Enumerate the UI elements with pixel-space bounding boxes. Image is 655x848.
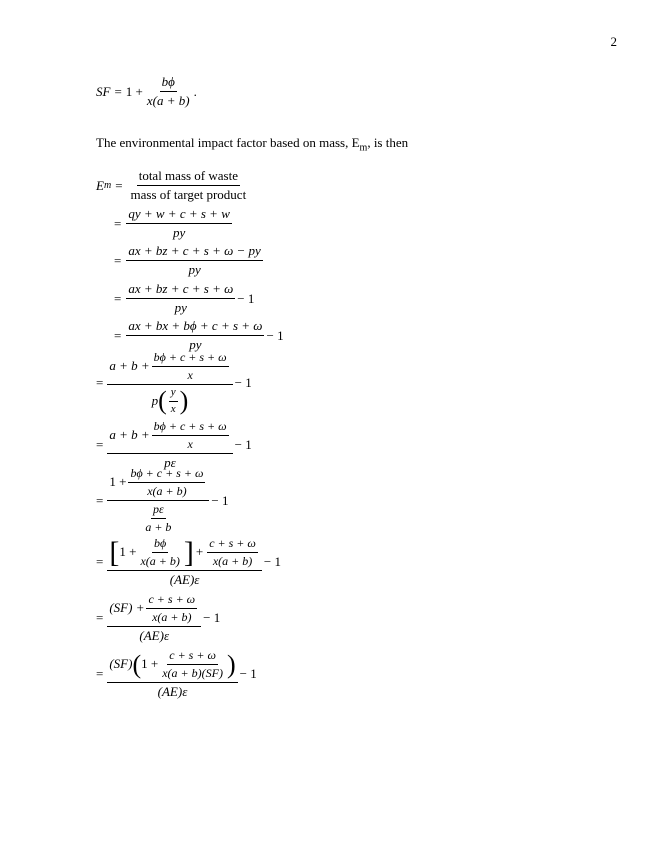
one-plus: 1 + xyxy=(109,474,127,490)
inner-numerator: bϕ + c + s + ω xyxy=(152,419,229,436)
a-plus-b: a + b xyxy=(145,520,172,534)
minus-one: − 1 xyxy=(237,290,255,306)
fraction-numerator: bϕ xyxy=(160,74,177,92)
em-step-8 xyxy=(96,466,229,535)
fraction-numerator xyxy=(107,350,232,385)
em-step-1 xyxy=(96,168,250,204)
one-plus: 1 + xyxy=(141,656,159,672)
step-6-fraction xyxy=(107,350,232,417)
fraction-numerator xyxy=(107,419,232,454)
fraction-numerator: total mass of waste xyxy=(137,168,240,186)
fraction-numerator: ax + bx + bϕ + c + s + ω xyxy=(126,318,264,336)
period: . xyxy=(193,83,197,99)
fraction-denominator: pε xyxy=(164,455,176,470)
fraction-denominator: x(a + b) xyxy=(146,93,190,109)
intro-sentence xyxy=(96,135,408,154)
inner-fraction-a xyxy=(138,536,181,569)
intro-subscript: m xyxy=(359,142,368,154)
sf-lhs: SF xyxy=(96,83,111,99)
intro-text: The environmental impact factor based on mass, E xyxy=(96,135,360,150)
inner-denominator: x(a + b) xyxy=(147,484,187,498)
left-paren: ( xyxy=(132,649,142,679)
right-bracket: ] xyxy=(183,535,194,569)
fraction-numerator xyxy=(107,466,209,501)
inner-numerator: c + s + ω xyxy=(146,592,197,609)
equals-sign: = xyxy=(96,666,104,682)
fraction-denominator: py xyxy=(188,262,201,278)
fraction-numerator: qy + w + c + s + w xyxy=(126,206,232,224)
equals-sign: = xyxy=(114,290,122,306)
step-5-fraction xyxy=(126,318,264,354)
inner-fraction-b xyxy=(207,536,258,569)
em-step-11 xyxy=(96,648,257,700)
step-2-fraction xyxy=(126,206,232,242)
inner-numerator: bϕ + c + s + ω xyxy=(128,466,205,483)
page-number: 2 xyxy=(610,34,617,49)
fraction-numerator: ax + bz + c + s + ω − py xyxy=(126,243,262,261)
step-4-fraction xyxy=(126,281,235,317)
minus-one: − 1 xyxy=(266,327,284,343)
fraction-numerator xyxy=(107,536,262,571)
em-subscript: m xyxy=(103,180,112,192)
em-step-4 xyxy=(114,281,254,317)
em-fraction xyxy=(129,168,249,204)
em-lhs: E xyxy=(96,177,104,193)
inner-numerator: bϕ + c + s + ω xyxy=(152,350,229,367)
fraction-denominator: (AE)ε xyxy=(169,572,200,587)
inner-fraction xyxy=(146,592,197,625)
sf-factor: (SF) xyxy=(109,656,133,672)
right-paren: ) xyxy=(179,386,189,416)
step-11-fraction xyxy=(107,648,237,700)
equals-sign: = xyxy=(96,554,104,570)
equals-sign: = xyxy=(114,252,122,268)
inner-numerator: c + s + ω xyxy=(207,536,258,553)
sf-plus: (SF) + xyxy=(109,600,145,616)
y-symbol: y xyxy=(169,386,178,402)
em-step-7 xyxy=(96,419,252,471)
em-step-9 xyxy=(96,536,281,588)
em-step-3 xyxy=(114,243,265,279)
x-symbol: x xyxy=(170,402,176,415)
minus-one: − 1 xyxy=(234,437,252,453)
inner-fraction xyxy=(152,350,229,383)
p-symbol: p xyxy=(151,393,159,409)
fraction-denominator xyxy=(139,501,177,535)
minus-one: − 1 xyxy=(203,610,221,626)
step-7-fraction xyxy=(107,419,232,471)
left-bracket: [ xyxy=(109,535,120,569)
one-plus: 1 + xyxy=(125,83,143,99)
inner-denominator: x(a + b)(SF) xyxy=(162,666,223,680)
minus-one: − 1 xyxy=(239,666,257,682)
em-step-10 xyxy=(96,592,220,644)
step-3-fraction xyxy=(126,243,262,279)
equals-sign: = xyxy=(114,327,122,343)
inner-denominator: x xyxy=(187,368,193,382)
step-10-fraction xyxy=(107,592,201,644)
equals-sign: = xyxy=(96,437,104,453)
equals-sign: = xyxy=(96,610,104,626)
y-over-x xyxy=(169,386,178,417)
intro-text-end: , is then xyxy=(367,135,409,150)
fraction-denominator: (AE)ε xyxy=(139,628,170,643)
equals-sign: = xyxy=(114,83,122,99)
inner-numerator: bϕ xyxy=(152,536,168,553)
a-plus-b-plus: a + b + xyxy=(109,358,150,374)
inner-fraction xyxy=(152,419,229,452)
fraction-denominator: mass of target product xyxy=(130,187,247,203)
minus-one: − 1 xyxy=(263,554,281,570)
pe-symbol: pε xyxy=(151,502,166,519)
plus-sign: + xyxy=(195,544,204,560)
fraction-denominator xyxy=(150,385,191,417)
fraction-numerator: ax + bz + c + s + ω xyxy=(126,281,235,299)
minus-one: − 1 xyxy=(234,375,252,391)
fraction-denominator: py xyxy=(189,337,202,353)
inner-denominator: x xyxy=(187,437,193,451)
sf-equation xyxy=(96,74,197,110)
equals-sign: = xyxy=(115,177,123,193)
a-plus-b-plus: a + b + xyxy=(109,427,150,443)
fraction-denominator: py xyxy=(174,300,187,316)
equals-sign: = xyxy=(114,215,122,231)
em-step-5 xyxy=(114,318,284,354)
fraction-denominator: (AE)ε xyxy=(157,684,188,699)
step-8-fraction xyxy=(107,466,209,535)
inner-denominator: x(a + b) xyxy=(140,554,180,568)
inner-denominator: x(a + b) xyxy=(152,610,192,624)
em-step-2 xyxy=(114,206,234,242)
fraction-numerator xyxy=(107,648,237,683)
step-9-fraction xyxy=(107,536,262,588)
inner-numerator: c + s + ω xyxy=(167,648,218,665)
em-step-6 xyxy=(96,350,252,417)
right-paren: ) xyxy=(226,649,236,679)
fraction-numerator xyxy=(107,592,201,627)
inner-fraction xyxy=(128,466,205,499)
sf-fraction xyxy=(145,74,192,110)
fraction-denominator: py xyxy=(172,225,186,241)
equals-sign: = xyxy=(96,492,104,508)
left-paren: ( xyxy=(158,386,167,416)
one-plus: 1 + xyxy=(119,544,137,560)
equals-sign: = xyxy=(96,375,104,391)
inner-denominator: x(a + b) xyxy=(212,554,253,568)
minus-one: − 1 xyxy=(211,492,229,508)
inner-fraction xyxy=(160,648,225,681)
pe-over-ab xyxy=(143,502,173,535)
